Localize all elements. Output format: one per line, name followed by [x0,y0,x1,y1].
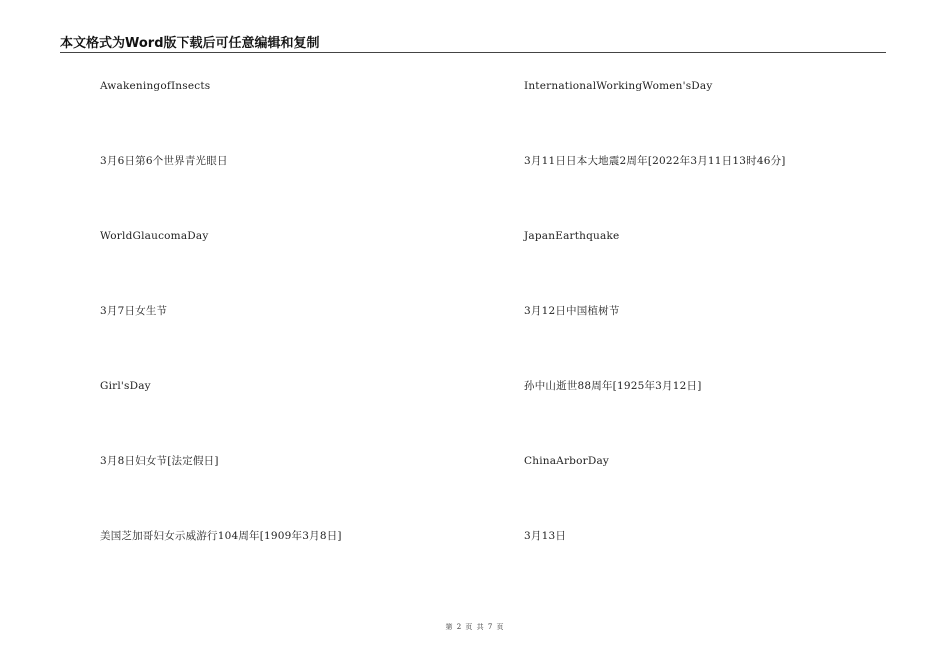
left-entry-2: 3月6日第6个世界青光眼日 [100,155,228,167]
right-entry-1: InternationalWorkingWomen'sDay [524,80,713,92]
page-header [60,36,886,53]
right-entry-5: 孙中山逝世88周年[1925年3月12日] [524,380,702,392]
left-entry-7: 美国芝加哥妇女示威游行104周年[1909年3月8日] [100,530,342,542]
right-entry-6: ChinaArborDay [524,455,610,467]
right-entry-3: JapanEarthquake [524,230,620,242]
left-entry-1: AwakeningofInsects [100,80,211,92]
left-entry-5: Girl'sDay [100,380,151,392]
right-entry-4: 3月12日中国植树节 [524,305,620,317]
right-entry-2: 3月11日日本大地震2周年[2022年3月11日13时46分] [524,155,786,167]
left-entry-6: 3月8日妇女节[法定假日] [100,455,219,467]
left-entry-3: WorldGlaucomaDay [100,230,209,242]
page-header-title: 本文格式为Word版下载后可任意编辑和复制 [60,36,320,51]
page-number-footer: 第 2 页 共 7 页 [445,623,505,631]
left-entry-4: 3月7日女生节 [100,305,168,317]
right-entry-7: 3月13日 [524,530,567,542]
